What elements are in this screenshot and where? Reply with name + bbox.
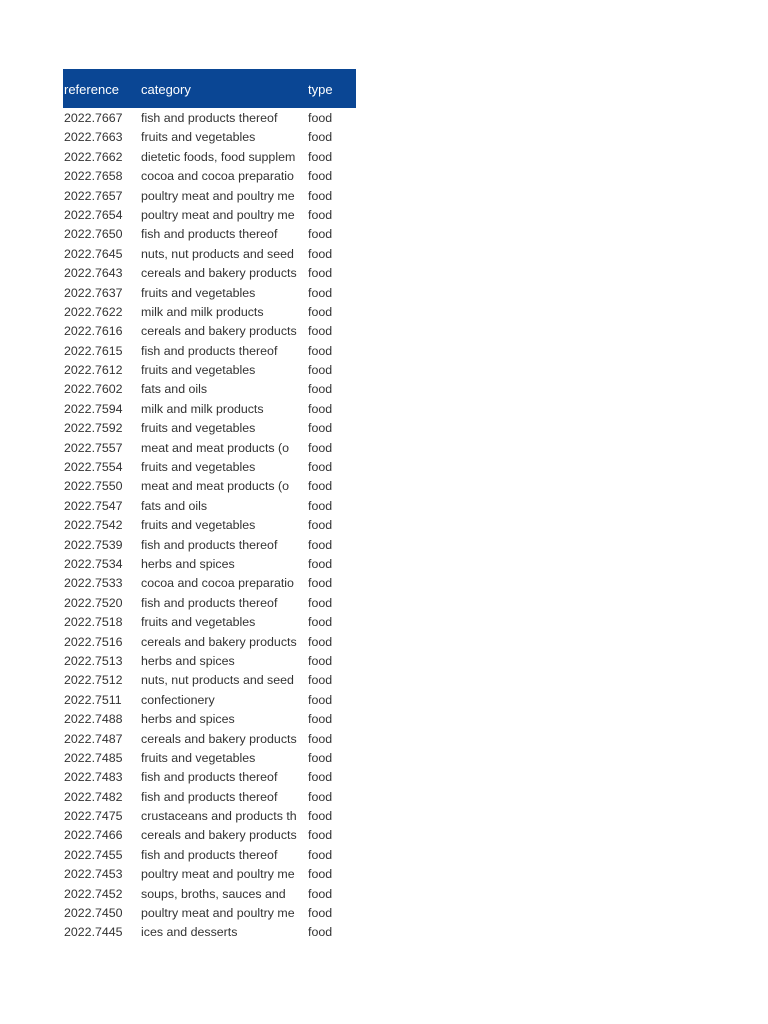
table-row[interactable] bbox=[63, 458, 356, 477]
cell-reference: 2022.7554 bbox=[64, 460, 123, 475]
table-row[interactable] bbox=[63, 497, 356, 516]
cell-type: food bbox=[308, 169, 333, 184]
cell-category: cocoa and cocoa preparatio bbox=[141, 576, 294, 591]
cell-category: fish and products thereof bbox=[141, 595, 278, 610]
table-row[interactable] bbox=[63, 322, 356, 341]
table-row[interactable] bbox=[63, 516, 356, 535]
cell-type: food bbox=[308, 809, 333, 824]
cell-type: food bbox=[308, 518, 333, 533]
cell-reference: 2022.7482 bbox=[64, 789, 123, 804]
table-row[interactable] bbox=[63, 187, 356, 206]
cell-type: food bbox=[308, 149, 333, 164]
table-row[interactable] bbox=[63, 284, 356, 303]
cell-reference: 2022.7550 bbox=[64, 479, 123, 494]
cell-category: meat and meat products (o bbox=[141, 479, 290, 494]
table-row[interactable] bbox=[63, 419, 356, 438]
cell-category: fruits and vegetables bbox=[141, 421, 256, 436]
table-row[interactable] bbox=[63, 148, 356, 167]
table-row[interactable] bbox=[63, 768, 356, 787]
cell-reference: 2022.7539 bbox=[64, 537, 123, 552]
table-row[interactable] bbox=[63, 555, 356, 574]
cell-reference: 2022.7602 bbox=[64, 382, 123, 397]
cell-reference: 2022.7511 bbox=[64, 692, 122, 707]
table-row[interactable] bbox=[63, 749, 356, 768]
cell-category: cereals and bakery products bbox=[141, 828, 297, 843]
table-row[interactable] bbox=[63, 109, 356, 128]
cell-category: fruits and vegetables bbox=[141, 518, 256, 533]
table-row[interactable] bbox=[63, 380, 356, 399]
cell-reference: 2022.7533 bbox=[64, 576, 123, 591]
cell-reference: 2022.7487 bbox=[64, 731, 123, 746]
cell-category: poultry meat and poultry me bbox=[141, 207, 295, 222]
table-row[interactable] bbox=[63, 691, 356, 710]
cell-type: food bbox=[308, 304, 333, 319]
cell-category: nuts, nut products and seed bbox=[141, 246, 294, 261]
cell-reference: 2022.7658 bbox=[64, 169, 123, 184]
cell-type: food bbox=[308, 770, 333, 785]
cell-type: food bbox=[308, 925, 333, 940]
cell-category: fats and oils bbox=[141, 382, 208, 397]
cell-type: food bbox=[308, 266, 333, 281]
cell-type: food bbox=[308, 595, 333, 610]
cell-category: dietetic foods, food supplem bbox=[141, 149, 296, 164]
cell-category: fruits and vegetables bbox=[141, 363, 256, 378]
cell-type: food bbox=[308, 886, 333, 901]
cell-category: milk and milk products bbox=[141, 401, 264, 416]
cell-type: food bbox=[308, 634, 333, 649]
cell-type: food bbox=[308, 847, 333, 862]
table-row[interactable] bbox=[63, 303, 356, 322]
cell-reference: 2022.7637 bbox=[64, 285, 123, 300]
cell-reference: 2022.7466 bbox=[64, 828, 123, 843]
cell-type: food bbox=[308, 401, 333, 416]
cell-reference: 2022.7657 bbox=[64, 188, 123, 203]
cell-type: food bbox=[308, 363, 333, 378]
table-row[interactable] bbox=[63, 710, 356, 729]
cell-reference: 2022.7616 bbox=[64, 324, 123, 339]
cell-category: fish and products thereof bbox=[141, 343, 278, 358]
cell-type: food bbox=[308, 111, 333, 125]
cell-reference: 2022.7453 bbox=[64, 867, 123, 882]
cell-reference: 2022.7592 bbox=[64, 421, 123, 436]
cell-reference: 2022.7615 bbox=[64, 343, 123, 358]
cell-category: fruits and vegetables bbox=[141, 750, 256, 765]
cell-reference: 2022.7594 bbox=[64, 401, 123, 416]
table-row[interactable] bbox=[63, 264, 356, 283]
table-row[interactable] bbox=[63, 730, 356, 749]
table-row[interactable] bbox=[63, 361, 356, 380]
cell-category: herbs and spices bbox=[141, 712, 235, 727]
cell-reference: 2022.7512 bbox=[64, 673, 123, 688]
data-table bbox=[63, 69, 356, 943]
cell-type: food bbox=[308, 789, 333, 804]
cell-category: fats and oils bbox=[141, 498, 208, 513]
table-row[interactable] bbox=[63, 206, 356, 225]
cell-category: herbs and spices bbox=[141, 556, 235, 571]
table-row[interactable] bbox=[63, 671, 356, 690]
cell-reference: 2022.7516 bbox=[64, 634, 123, 649]
cell-reference: 2022.7542 bbox=[64, 518, 123, 533]
column-header-category[interactable]: category bbox=[141, 82, 191, 97]
table-row[interactable] bbox=[63, 574, 356, 593]
table-row[interactable] bbox=[63, 633, 356, 652]
cell-type: food bbox=[308, 421, 333, 436]
cell-reference: 2022.7645 bbox=[64, 246, 123, 261]
cell-type: food bbox=[308, 615, 333, 630]
cell-type: food bbox=[308, 906, 333, 921]
table-row[interactable] bbox=[63, 477, 356, 496]
cell-category: milk and milk products bbox=[141, 304, 264, 319]
cell-reference: 2022.7643 bbox=[64, 266, 123, 281]
cell-type: food bbox=[308, 673, 333, 688]
cell-category: poultry meat and poultry me bbox=[141, 906, 295, 921]
column-header-type[interactable]: type bbox=[308, 82, 333, 97]
cell-category: fish and products thereof bbox=[141, 789, 278, 804]
cell-category: fish and products thereof bbox=[141, 847, 278, 862]
cell-category: fruits and vegetables bbox=[141, 615, 256, 630]
cell-reference: 2022.7445 bbox=[64, 925, 123, 940]
cell-category: fish and products thereof bbox=[141, 537, 278, 552]
cell-category: fruits and vegetables bbox=[141, 130, 256, 145]
table-row[interactable] bbox=[63, 904, 356, 923]
cell-type: food bbox=[308, 285, 333, 300]
cell-reference: 2022.7534 bbox=[64, 556, 123, 571]
cell-category: soups, broths, sauces and bbox=[141, 886, 286, 901]
table-row[interactable] bbox=[63, 400, 356, 419]
cell-reference: 2022.7475 bbox=[64, 809, 123, 824]
cell-type: food bbox=[308, 576, 333, 591]
cell-type: food bbox=[308, 343, 333, 358]
table-row[interactable] bbox=[63, 923, 356, 942]
cell-type: food bbox=[308, 712, 333, 727]
table-row[interactable] bbox=[63, 807, 356, 826]
cell-type: food bbox=[308, 324, 333, 339]
cell-category: ices and desserts bbox=[141, 925, 238, 940]
cell-type: food bbox=[308, 188, 333, 203]
table-row[interactable] bbox=[63, 225, 356, 244]
cell-type: food bbox=[308, 556, 333, 571]
cell-category: fish and products thereof bbox=[141, 111, 278, 125]
cell-reference: 2022.7488 bbox=[64, 712, 123, 727]
table-row[interactable] bbox=[63, 536, 356, 555]
cell-reference: 2022.7455 bbox=[64, 847, 123, 862]
table-body bbox=[63, 108, 356, 943]
table-row[interactable] bbox=[63, 652, 356, 671]
cell-type: food bbox=[308, 227, 333, 242]
cell-category: fish and products thereof bbox=[141, 770, 278, 785]
cell-type: food bbox=[308, 382, 333, 397]
cell-reference: 2022.7622 bbox=[64, 304, 123, 319]
cell-category: cereals and bakery products bbox=[141, 731, 297, 746]
table-row[interactable] bbox=[63, 594, 356, 613]
cell-category: fruits and vegetables bbox=[141, 460, 256, 475]
cell-category: cocoa and cocoa preparatio bbox=[141, 169, 294, 184]
table-row[interactable] bbox=[63, 128, 356, 147]
cell-reference: 2022.7452 bbox=[64, 886, 123, 901]
cell-type: food bbox=[308, 130, 333, 145]
cell-reference: 2022.7450 bbox=[64, 906, 123, 921]
table-header-row bbox=[63, 69, 356, 108]
table-row[interactable] bbox=[63, 885, 356, 904]
column-header-reference[interactable]: reference bbox=[64, 82, 119, 97]
cell-category: fruits and vegetables bbox=[141, 285, 256, 300]
table-row[interactable] bbox=[63, 439, 356, 458]
table-row[interactable] bbox=[63, 788, 356, 807]
table-row[interactable] bbox=[63, 245, 356, 264]
cell-reference: 2022.7662 bbox=[64, 149, 123, 164]
table-row[interactable] bbox=[63, 846, 356, 865]
cell-reference: 2022.7483 bbox=[64, 770, 123, 785]
cell-type: food bbox=[308, 731, 333, 746]
cell-type: food bbox=[308, 207, 333, 222]
cell-reference: 2022.7654 bbox=[64, 207, 123, 222]
cell-category: poultry meat and poultry me bbox=[141, 188, 295, 203]
cell-category: confectionery bbox=[141, 692, 215, 707]
table-row[interactable] bbox=[63, 865, 356, 884]
cell-type: food bbox=[308, 246, 333, 261]
cell-category: cereals and bakery products bbox=[141, 324, 297, 339]
cell-type: food bbox=[308, 498, 333, 513]
cell-reference: 2022.7667 bbox=[64, 111, 123, 125]
table-row[interactable] bbox=[63, 167, 356, 186]
cell-type: food bbox=[308, 460, 333, 475]
cell-type: food bbox=[308, 692, 333, 707]
cell-type: food bbox=[308, 440, 333, 455]
cell-category: crustaceans and products th bbox=[141, 809, 297, 824]
cell-reference: 2022.7513 bbox=[64, 653, 123, 668]
cell-category: nuts, nut products and seed bbox=[141, 673, 294, 688]
cell-reference: 2022.7520 bbox=[64, 595, 123, 610]
cell-category: poultry meat and poultry me bbox=[141, 867, 295, 882]
cell-reference: 2022.7650 bbox=[64, 227, 123, 242]
table-row[interactable] bbox=[63, 342, 356, 361]
cell-type: food bbox=[308, 653, 333, 668]
cell-category: fish and products thereof bbox=[141, 227, 278, 242]
cell-type: food bbox=[308, 828, 333, 843]
cell-category: herbs and spices bbox=[141, 653, 235, 668]
cell-reference: 2022.7557 bbox=[64, 440, 123, 455]
cell-type: food bbox=[308, 537, 333, 552]
cell-category: cereals and bakery products bbox=[141, 634, 297, 649]
cell-category: cereals and bakery products bbox=[141, 266, 297, 281]
cell-type: food bbox=[308, 750, 333, 765]
cell-reference: 2022.7663 bbox=[64, 130, 123, 145]
cell-reference: 2022.7547 bbox=[64, 498, 123, 513]
cell-reference: 2022.7612 bbox=[64, 363, 123, 378]
table-row[interactable] bbox=[63, 826, 356, 845]
cell-reference: 2022.7485 bbox=[64, 750, 123, 765]
cell-type: food bbox=[308, 479, 333, 494]
table-row[interactable] bbox=[63, 613, 356, 632]
cell-type: food bbox=[308, 867, 333, 882]
cell-reference: 2022.7518 bbox=[64, 615, 123, 630]
cell-category: meat and meat products (o bbox=[141, 440, 290, 455]
